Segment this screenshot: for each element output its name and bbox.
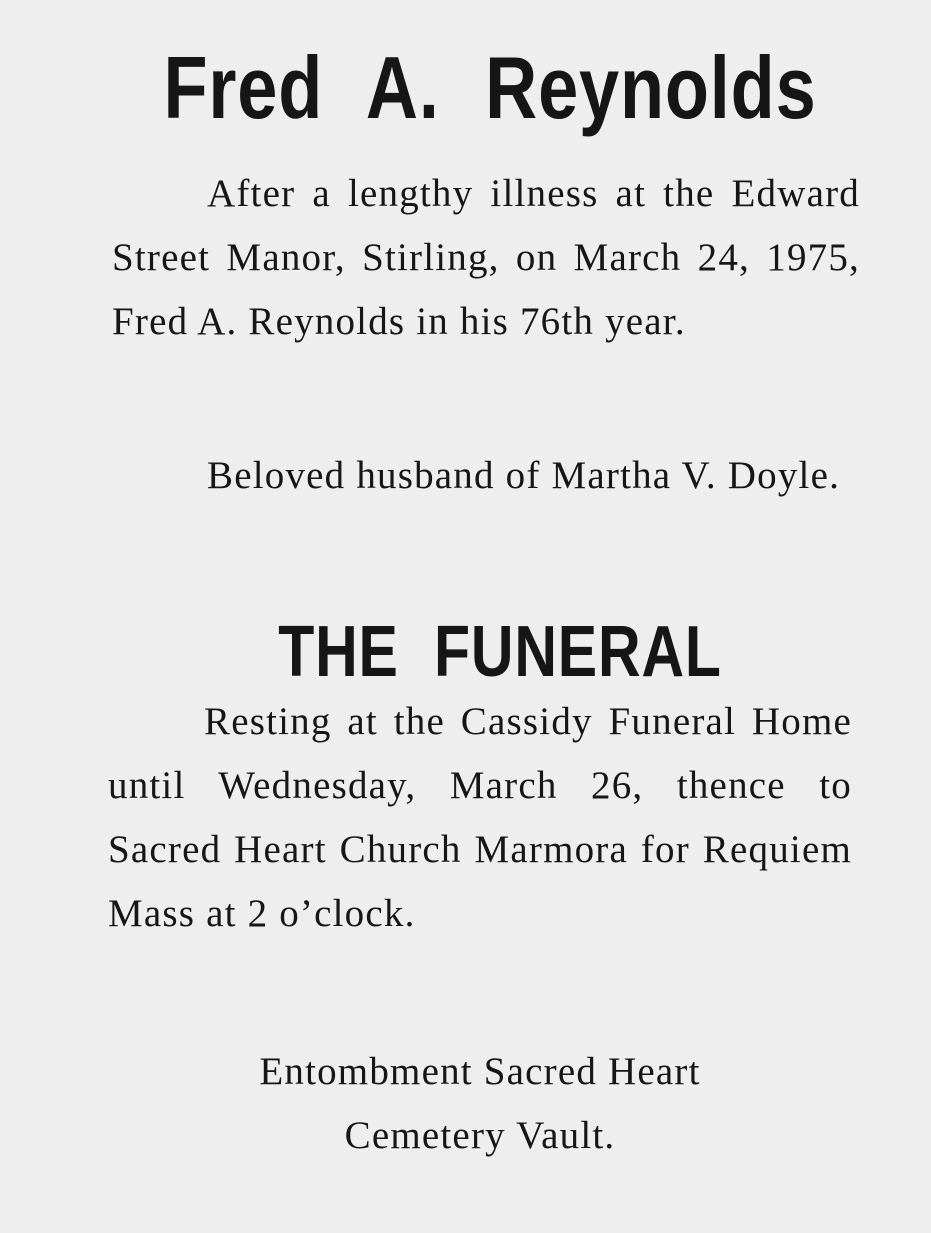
funeral-details-paragraph: Resting at the Cassidy Funeral Home until Wednesday, March 26, thence to Sacred Heart Church Marmora for Requiem Mass at 2 o’clock.: [108, 700, 852, 935]
entombment-paragraph: [120, 1040, 840, 1168]
entombment-line-2: Cemetery Vault.: [344, 1114, 616, 1157]
entombment-line-1: Entombment Sacred Heart: [259, 1050, 701, 1093]
funeral-heading: THE FUNERAL: [278, 612, 722, 692]
obituary-name-heading: Fred A. Reynolds: [163, 38, 817, 137]
death-notice-paragraph: After a lengthy illness at the Edward Street Manor, Stirling, on March 24, 1975, Fred A. Reynolds in his 76th year.: [112, 172, 860, 343]
family-paragraph: Beloved husband of Martha V. Doyle.: [207, 454, 841, 497]
